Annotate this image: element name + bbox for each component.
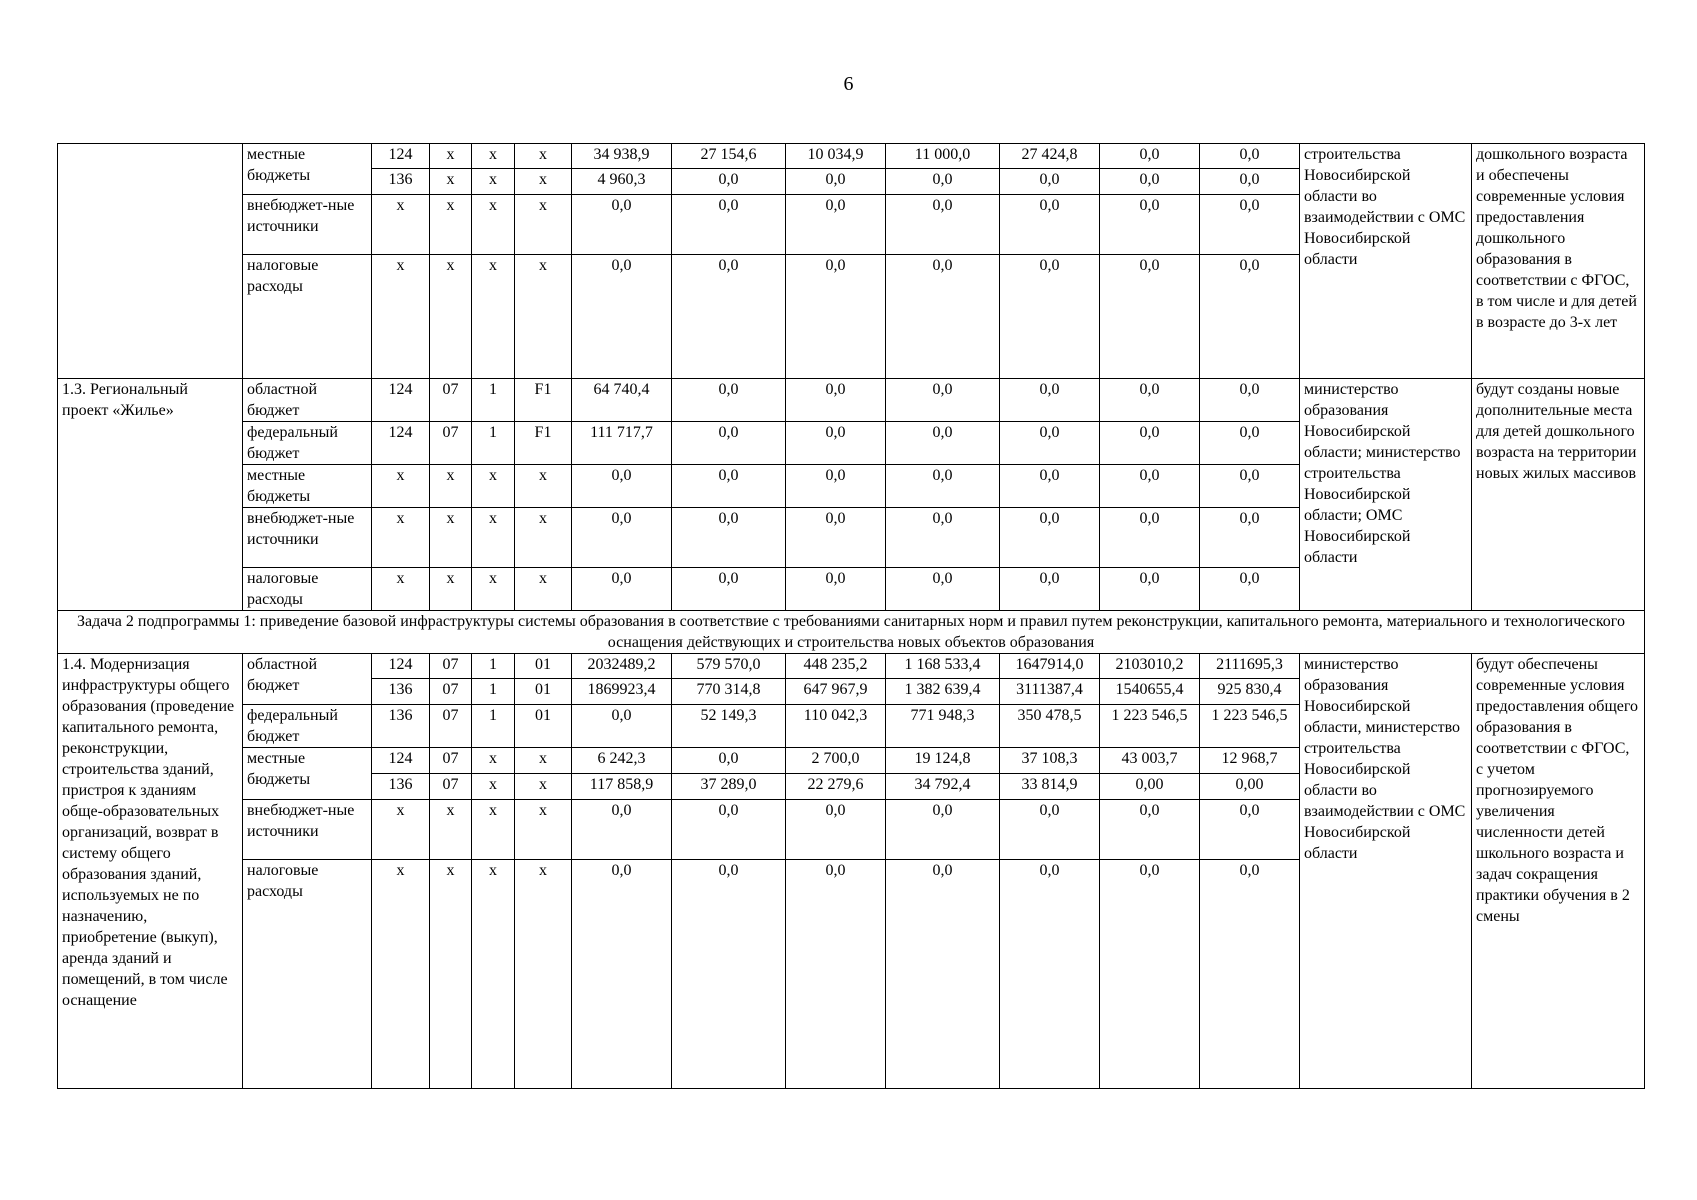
- measure-name-cell: 1.3. Региональный проект «Жилье»: [58, 379, 243, 611]
- value-cell: 0,0: [886, 508, 1000, 568]
- value-cell: 1 223 546,5: [1100, 705, 1200, 748]
- value-cell: 0,0: [1100, 568, 1200, 611]
- value-cell: 0,0: [786, 465, 886, 508]
- target-code-cell: x: [515, 800, 572, 860]
- funding-source-cell: местные бюджеты: [243, 144, 372, 195]
- value-cell: 0,0: [572, 255, 672, 379]
- value-cell: 0,0: [886, 255, 1000, 379]
- value-cell: 0,0: [886, 860, 1000, 1089]
- value-cell: 0,0: [1100, 255, 1200, 379]
- grbs-code-cell: x: [372, 195, 430, 255]
- program-table: [57, 143, 1645, 1089]
- value-cell: 771 948,3: [886, 705, 1000, 748]
- executor-cell: министерство образования Новосибирской области, министерство строительства Новосибирской области во взаимодействии с ОМС Новосибирской области: [1300, 654, 1472, 1089]
- funding-source-cell: областной бюджет: [243, 654, 372, 705]
- target-code-cell: x: [515, 144, 572, 169]
- task-heading-cell: Задача 2 подпрограммы 1: приведение базовой инфраструктуры системы образования в соответствие с требованиями санитарных норм и правил путем реконструкции, капитального ремонта, материального и технологического оснащения действующих и строительства новых объектов образования: [58, 611, 1645, 654]
- value-cell: 579 570,0: [672, 654, 786, 679]
- value-cell: 0,0: [672, 195, 786, 255]
- value-cell: 1647914,0: [1000, 654, 1100, 679]
- funding-source-cell: областной бюджет: [243, 379, 372, 422]
- target-code-cell: F1: [515, 422, 572, 465]
- result-cell: будут созданы новые дополнительные места для детей дошкольного возраста на территории новых жилых массивов: [1472, 379, 1645, 611]
- value-cell: 0,00: [1100, 774, 1200, 800]
- value-cell: 117 858,9: [572, 774, 672, 800]
- grbs-code-cell: x: [372, 255, 430, 379]
- subsection-code-cell: x: [472, 568, 515, 611]
- value-cell: 0,0: [1200, 465, 1300, 508]
- section-code-cell: 07: [430, 774, 472, 800]
- value-cell: 0,0: [1000, 422, 1100, 465]
- grbs-code-cell: x: [372, 860, 430, 1089]
- value-cell: 0,0: [1100, 465, 1200, 508]
- subsection-code-cell: x: [472, 800, 515, 860]
- value-cell: 2111695,3: [1200, 654, 1300, 679]
- funding-source-cell: внебюджет-ные источники: [243, 195, 372, 255]
- value-cell: 0,0: [1000, 568, 1100, 611]
- value-cell: 22 279,6: [786, 774, 886, 800]
- value-cell: 19 124,8: [886, 748, 1000, 774]
- target-code-cell: x: [515, 255, 572, 379]
- table-row: [58, 379, 1645, 422]
- value-cell: 64 740,4: [572, 379, 672, 422]
- grbs-code-cell: 136: [372, 774, 430, 800]
- value-cell: 0,0: [572, 508, 672, 568]
- value-cell: 0,0: [786, 169, 886, 195]
- value-cell: 27 424,8: [1000, 144, 1100, 169]
- section-code-cell: x: [430, 508, 472, 568]
- value-cell: 0,0: [886, 195, 1000, 255]
- section-code-cell: 07: [430, 705, 472, 748]
- value-cell: 0,0: [1000, 800, 1100, 860]
- value-cell: 1 382 639,4: [886, 679, 1000, 705]
- grbs-code-cell: x: [372, 800, 430, 860]
- section-code-cell: 07: [430, 679, 472, 705]
- value-cell: 6 242,3: [572, 748, 672, 774]
- subsection-code-cell: x: [472, 169, 515, 195]
- subsection-code-cell: 1: [472, 705, 515, 748]
- value-cell: 1869923,4: [572, 679, 672, 705]
- value-cell: 0,0: [886, 465, 1000, 508]
- value-cell: 2103010,2: [1100, 654, 1200, 679]
- subsection-code-cell: 1: [472, 654, 515, 679]
- value-cell: 448 235,2: [786, 654, 886, 679]
- value-cell: 0,0: [786, 508, 886, 568]
- value-cell: 0,0: [886, 800, 1000, 860]
- value-cell: 0,0: [672, 748, 786, 774]
- value-cell: 0,0: [1200, 860, 1300, 1089]
- measure-name-cell: [58, 144, 243, 379]
- funding-source-cell: федеральный бюджет: [243, 705, 372, 748]
- subsection-code-cell: 1: [472, 379, 515, 422]
- value-cell: 52 149,3: [672, 705, 786, 748]
- value-cell: 111 717,7: [572, 422, 672, 465]
- value-cell: 0,0: [672, 568, 786, 611]
- value-cell: 0,0: [1200, 379, 1300, 422]
- value-cell: 0,0: [1100, 169, 1200, 195]
- value-cell: 37 289,0: [672, 774, 786, 800]
- value-cell: 1 223 546,5: [1200, 705, 1300, 748]
- grbs-code-cell: 124: [372, 748, 430, 774]
- funding-source-cell: федеральный бюджет: [243, 422, 372, 465]
- value-cell: 0,0: [1200, 255, 1300, 379]
- value-cell: 43 003,7: [1100, 748, 1200, 774]
- target-code-cell: x: [515, 169, 572, 195]
- funding-source-cell: внебюджет-ные источники: [243, 800, 372, 860]
- value-cell: 0,0: [672, 255, 786, 379]
- funding-source-cell: налоговые расходы: [243, 255, 372, 379]
- value-cell: 11 000,0: [886, 144, 1000, 169]
- value-cell: 0,0: [786, 255, 886, 379]
- value-cell: 647 967,9: [786, 679, 886, 705]
- subsection-code-cell: x: [472, 774, 515, 800]
- grbs-code-cell: x: [372, 568, 430, 611]
- value-cell: 0,0: [1100, 195, 1200, 255]
- value-cell: 0,0: [886, 568, 1000, 611]
- target-code-cell: x: [515, 568, 572, 611]
- section-code-cell: 07: [430, 748, 472, 774]
- value-cell: 0,0: [1000, 169, 1100, 195]
- value-cell: 0,0: [786, 568, 886, 611]
- value-cell: 0,0: [672, 800, 786, 860]
- value-cell: 0,0: [886, 169, 1000, 195]
- grbs-code-cell: 136: [372, 679, 430, 705]
- section-code-cell: x: [430, 144, 472, 169]
- grbs-code-cell: x: [372, 508, 430, 568]
- value-cell: 0,0: [1200, 195, 1300, 255]
- value-cell: 0,0: [572, 465, 672, 508]
- subsection-code-cell: x: [472, 195, 515, 255]
- value-cell: 0,0: [886, 422, 1000, 465]
- value-cell: 0,0: [1000, 195, 1100, 255]
- value-cell: 0,0: [672, 860, 786, 1089]
- grbs-code-cell: 124: [372, 422, 430, 465]
- value-cell: 1 168 533,4: [886, 654, 1000, 679]
- subsection-code-cell: x: [472, 465, 515, 508]
- target-code-cell: x: [515, 774, 572, 800]
- value-cell: 0,0: [672, 379, 786, 422]
- value-cell: 0,0: [886, 379, 1000, 422]
- value-cell: 0,0: [1100, 422, 1200, 465]
- subsection-code-cell: x: [472, 860, 515, 1089]
- value-cell: 0,0: [1000, 255, 1100, 379]
- value-cell: 0,0: [572, 568, 672, 611]
- value-cell: 37 108,3: [1000, 748, 1100, 774]
- value-cell: 0,0: [1100, 800, 1200, 860]
- grbs-code-cell: 136: [372, 169, 430, 195]
- executor-cell: министерство образования Новосибирской области; министерство строительства Новосибирской области; ОМС Новосибирской области: [1300, 379, 1472, 611]
- value-cell: 0,0: [1200, 422, 1300, 465]
- value-cell: 0,0: [572, 195, 672, 255]
- value-cell: 0,0: [1100, 508, 1200, 568]
- section-code-cell: x: [430, 255, 472, 379]
- value-cell: 0,0: [1000, 379, 1100, 422]
- value-cell: 34 792,4: [886, 774, 1000, 800]
- value-cell: 0,0: [572, 705, 672, 748]
- subsection-code-cell: x: [472, 144, 515, 169]
- section-code-cell: 07: [430, 654, 472, 679]
- value-cell: 0,0: [1200, 169, 1300, 195]
- value-cell: 0,0: [672, 465, 786, 508]
- value-cell: 0,00: [1200, 774, 1300, 800]
- subsection-code-cell: 1: [472, 679, 515, 705]
- value-cell: 0,0: [786, 422, 886, 465]
- target-code-cell: x: [515, 195, 572, 255]
- value-cell: 0,0: [1100, 860, 1200, 1089]
- value-cell: 0,0: [672, 422, 786, 465]
- section-code-cell: x: [430, 800, 472, 860]
- value-cell: 350 478,5: [1000, 705, 1100, 748]
- value-cell: 0,0: [672, 169, 786, 195]
- value-cell: 2 700,0: [786, 748, 886, 774]
- value-cell: 0,0: [1200, 144, 1300, 169]
- target-code-cell: 01: [515, 654, 572, 679]
- value-cell: 0,0: [572, 860, 672, 1089]
- funding-source-cell: местные бюджеты: [243, 465, 372, 508]
- measure-name-cell: 1.4. Модернизация инфраструктуры общего образования (проведение капитального ремонта, реконструкции, строительства зданий, пристроя к зданиям обще-образовательных организаций, возврат в систему общего образования зданий, используемых не по назначению, приобретение (выкуп), аренда зданий и помещений, в том числе оснащение: [58, 654, 243, 1089]
- executor-cell: строительства Новосибирской области во взаимодействии с ОМС Новосибирской области: [1300, 144, 1472, 379]
- value-cell: 3111387,4: [1000, 679, 1100, 705]
- funding-source-cell: местные бюджеты: [243, 748, 372, 800]
- target-code-cell: x: [515, 860, 572, 1089]
- target-code-cell: x: [515, 465, 572, 508]
- task-row: [58, 611, 1645, 654]
- value-cell: 770 314,8: [672, 679, 786, 705]
- funding-source-cell: налоговые расходы: [243, 568, 372, 611]
- value-cell: 10 034,9: [786, 144, 886, 169]
- value-cell: 110 042,3: [786, 705, 886, 748]
- section-code-cell: x: [430, 169, 472, 195]
- section-code-cell: x: [430, 195, 472, 255]
- funding-source-cell: внебюджет-ные источники: [243, 508, 372, 568]
- value-cell: 2032489,2: [572, 654, 672, 679]
- grbs-code-cell: 124: [372, 654, 430, 679]
- value-cell: 925 830,4: [1200, 679, 1300, 705]
- funding-source-cell: налоговые расходы: [243, 860, 372, 1089]
- result-cell: будут обеспечены современные условия предоставления общего образования в соответствии с ФГОС, с учетом прогнозируемого увеличения численности детей школьного возраста и задач сокращения практики обучения в 2 смены: [1472, 654, 1645, 1089]
- section-code-cell: x: [430, 860, 472, 1089]
- grbs-code-cell: 124: [372, 379, 430, 422]
- target-code-cell: F1: [515, 379, 572, 422]
- value-cell: 0,0: [572, 800, 672, 860]
- value-cell: 0,0: [1100, 379, 1200, 422]
- value-cell: 34 938,9: [572, 144, 672, 169]
- target-code-cell: x: [515, 748, 572, 774]
- value-cell: 0,0: [786, 379, 886, 422]
- result-cell: дошкольного возраста и обеспечены современные условия предоставления дошкольного образования в соответствии с ФГОС, в том числе и для детей в возрасте до 3-х лет: [1472, 144, 1645, 379]
- subsection-code-cell: x: [472, 255, 515, 379]
- table-body: [58, 144, 1645, 1089]
- value-cell: 1540655,4: [1100, 679, 1200, 705]
- grbs-code-cell: 124: [372, 144, 430, 169]
- section-code-cell: x: [430, 568, 472, 611]
- section-code-cell: x: [430, 465, 472, 508]
- value-cell: 0,0: [786, 860, 886, 1089]
- subsection-code-cell: x: [472, 748, 515, 774]
- value-cell: 0,0: [1200, 568, 1300, 611]
- target-code-cell: 01: [515, 705, 572, 748]
- section-code-cell: 07: [430, 379, 472, 422]
- section-code-cell: 07: [430, 422, 472, 465]
- value-cell: 12 968,7: [1200, 748, 1300, 774]
- value-cell: 0,0: [672, 508, 786, 568]
- subsection-code-cell: 1: [472, 422, 515, 465]
- value-cell: 0,0: [1000, 860, 1100, 1089]
- subsection-code-cell: x: [472, 508, 515, 568]
- value-cell: 4 960,3: [572, 169, 672, 195]
- value-cell: 33 814,9: [1000, 774, 1100, 800]
- value-cell: 0,0: [1000, 508, 1100, 568]
- target-code-cell: 01: [515, 679, 572, 705]
- table-row: [58, 144, 1645, 169]
- value-cell: 0,0: [786, 195, 886, 255]
- value-cell: 0,0: [1100, 144, 1200, 169]
- value-cell: 0,0: [1200, 508, 1300, 568]
- value-cell: 0,0: [1200, 800, 1300, 860]
- page-number: 6: [843, 73, 854, 95]
- value-cell: 0,0: [786, 800, 886, 860]
- value-cell: 0,0: [1000, 465, 1100, 508]
- target-code-cell: x: [515, 508, 572, 568]
- grbs-code-cell: x: [372, 465, 430, 508]
- table-row: [58, 654, 1645, 679]
- grbs-code-cell: 136: [372, 705, 430, 748]
- value-cell: 27 154,6: [672, 144, 786, 169]
